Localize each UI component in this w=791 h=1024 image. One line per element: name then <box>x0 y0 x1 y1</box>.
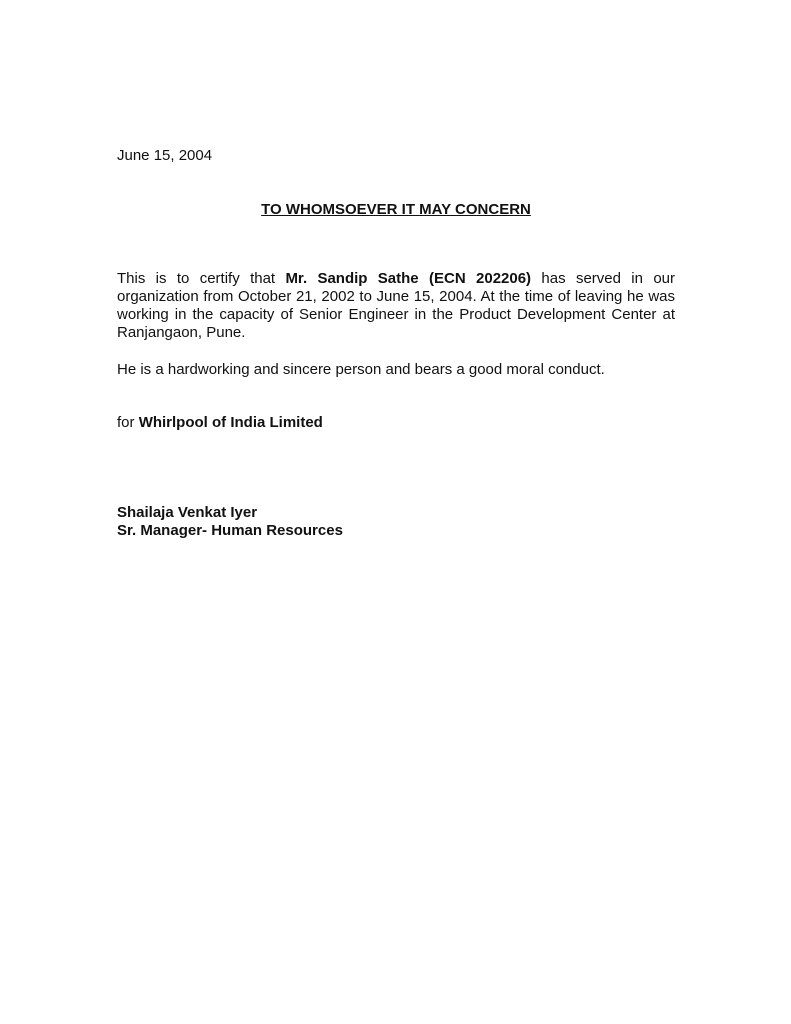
employment-details: has served in our organization from October 21, 2002 to June 15, 2004. At the time of leaving he was working in the capacity of Senior Engineer in the Product Development Center at Ranjangaon, Pune. <box>117 270 676 341</box>
company-name: Whirlpool of India Limited <box>138 414 323 431</box>
signatory-name: Shailaja Venkat Iyer <box>117 504 258 521</box>
character-paragraph: He is a hardworking and sincere person and bears a good moral conduct. <box>117 361 605 378</box>
letter-date: June 15, 2004 <box>117 147 213 164</box>
certification-intro: This is to certify that <box>117 270 286 287</box>
signatory-title: Sr. Manager- Human Resources <box>117 522 343 539</box>
employee-name: Mr. Sandip Sathe (ECN 202206) <box>285 270 532 287</box>
closing-line <box>117 414 323 432</box>
certification-paragraph <box>117 270 675 342</box>
closing-prefix: for <box>117 414 139 431</box>
signatory-block <box>117 504 343 540</box>
letter-subject: TO WHOMSOEVER IT MAY CONCERN <box>261 201 531 218</box>
